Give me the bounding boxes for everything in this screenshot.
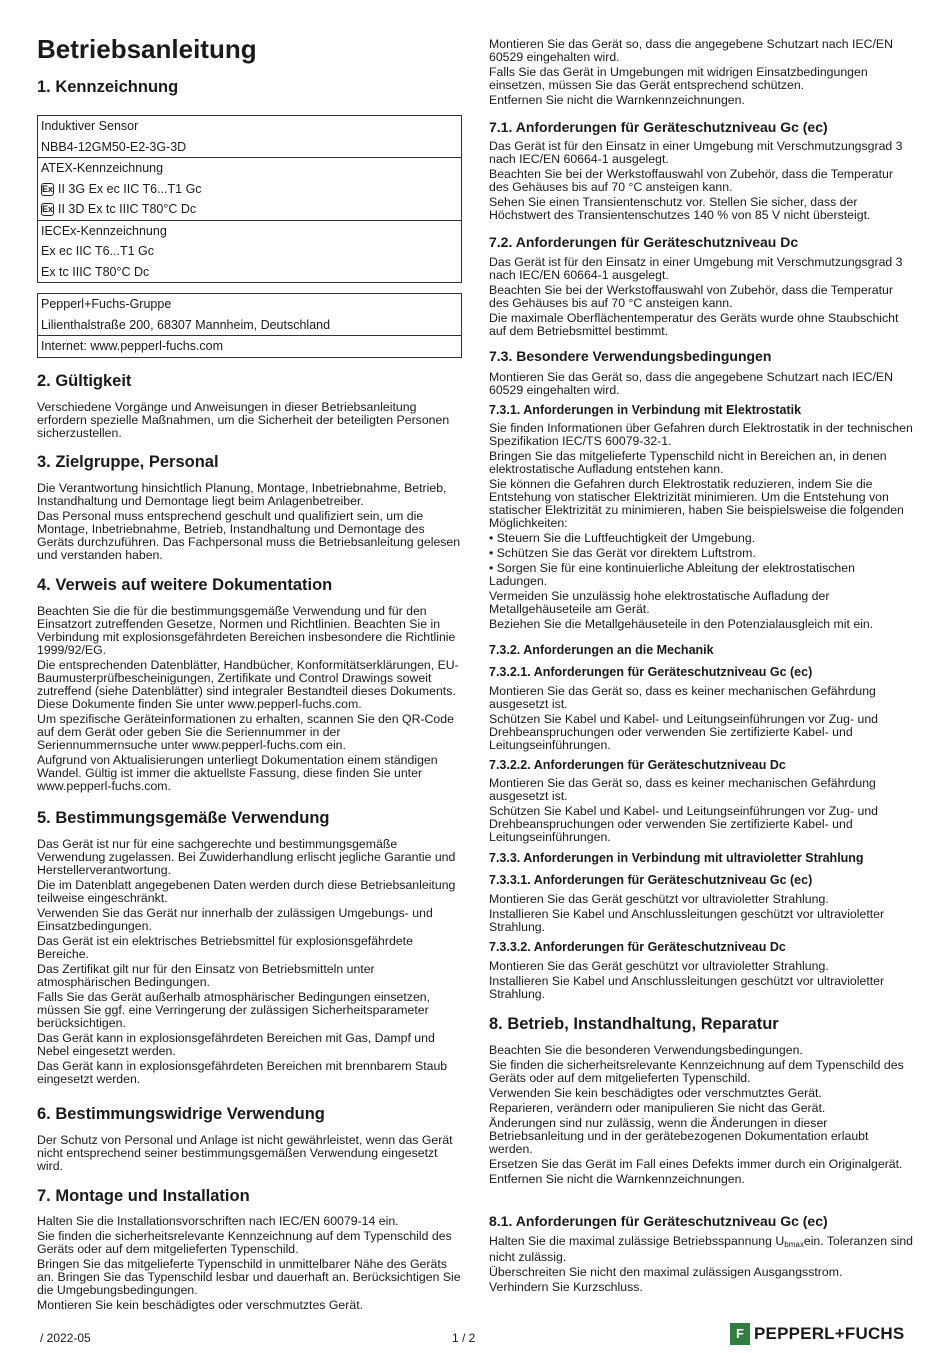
- section-body: Montieren Sie das Gerät so, dass die angegebene Schutzart nach IEC/EN 60529 eingehalten wird. Falls Sie das Gerät in Umgebungen mit widrigen Einsatzbedingungen einsetzen, müssen Sie das Gerät entsprechend schützen. Entfernen Sie nicht die Warnkennzeichnungen.: [489, 37, 893, 107]
- company-name: Pepperl+Fuchs-Gruppe: [41, 297, 172, 311]
- footer-date: / 2022-05: [40, 1331, 91, 1345]
- iecex-label: IECEx-Kennzeichnung: [41, 223, 167, 238]
- section-body: Halten Sie die maximal zulässige Betriebsspannung $U_{bmax}ein$. Toleranzen sind nicht zulässig. Überschreiten Sie nicht den maximal zulässigen Ausgangsstrom. Verhindern Sie Kurzschluss.: [489, 1234, 914, 1294]
- company-logo: [730, 1323, 904, 1345]
- section-heading: 8. Betrieb, Instandhaltung, Reparatur: [489, 1015, 779, 1033]
- subsection-heading: 7.3.1. Anforderungen in Verbindung mit Elektrostatik: [489, 403, 802, 417]
- page-title: Betriebsanleitung: [37, 34, 257, 64]
- section-heading: 1. Kennzeichnung: [37, 78, 179, 96]
- section-body: Beachten Sie die besonderen Verwendungsbedingungen. Sie finden die sicherheitsrelevante Kennzeichnung auf dem Typenschild des Geräts oder auf dem mitgelieferten Typenschild. Verwenden Sie kein beschädigtes oder verschmutztes Gerät. Reparieren, verändern oder manipulieren Sie nicht das Gerät. Änderungen sind nur zulässig, wenn die Änderungen in dieser Betriebsanleitung und in der gerätebezogenen Dokumentation erlaubt werden. Ersetzen Sie das Gerät im Fall eines Defekts immer durch ein Originalgerät. Entfernen Sie nicht die Warnkennzeichnungen.: [489, 1043, 904, 1186]
- page-number: 1 / 2: [452, 1331, 476, 1345]
- company-address: Lilienthalstraße 200, 68307 Mannheim, Deutschland: [41, 317, 331, 332]
- subsection-heading: 7.2. Anforderungen für Geräteschutzniveau Dc: [489, 234, 799, 250]
- subsection-heading: 7.3.2. Anforderungen an die Mechanik: [489, 643, 714, 657]
- logo-icon: F: [730, 1323, 750, 1345]
- subsection-heading: 7.3. Besondere Verwendungsbedingungen: [489, 348, 772, 364]
- company-box: [37, 293, 462, 358]
- company-info: [38, 294, 461, 336]
- subsection-heading: 8.1. Anforderungen für Geräteschutzniveau Gc (ec): [489, 1213, 828, 1229]
- section-body: Das Gerät ist für den Einsatz in einer Umgebung mit Verschmutzungsgrad 3 nach IEC/EN 60664-1 ausgelegt. Beachten Sie bei der Werkstoffauswahl von Zubehör, dass die Temperatur des Gehäuses bis auf 70 °C ansteigen kann. Die maximale Oberflächentemperatur des Geräts wurde ohne Staubschicht auf dem Betriebsmittel bestimmt.: [489, 255, 903, 338]
- section-body: Die Verantwortung hinsichtlich Planung, Montage, Inbetriebnahme, Betrieb, Instandhaltung und Demontage liegt beim Anlagenbetreiber. Das Personal muss entsprechend geschult und qualifiziert sein, um die Montage, Inbetriebnahme, Betrieb, Instandhaltung und Demontage des Geräts durchzuführen. Das Fachpersonal muss die Betriebsanleitung gelesen und verstanden haben.: [37, 481, 461, 562]
- section-heading: 3. Zielgruppe, Personal: [37, 453, 219, 471]
- marking-product: [38, 116, 461, 158]
- logo-text: PEPPERL+FUCHS: [754, 1324, 905, 1343]
- atex-line-1: Ex II 3G Ex ec IIC T6...T1 Gc: [42, 181, 202, 196]
- product-code: NBB4-12GM50-E2-3G-3D: [41, 139, 187, 154]
- section-heading: 6. Bestimmungswidrige Verwendung: [37, 1105, 325, 1123]
- section-heading: 7. Montage und Installation: [37, 1187, 250, 1205]
- atex-label: ATEX-Kennzeichnung: [41, 161, 164, 175]
- section-body: Montieren Sie das Gerät so, dass die angegebene Schutzart nach IEC/EN 60529 eingehalten wird.: [489, 370, 893, 397]
- section-body: Montieren Sie das Gerät so, dass es keiner mechanischen Gefährdung ausgesetzt ist. Schützen Sie Kabel und Kabel- und Leitungseinführungen vor Zug- und Drehbeanspruchungen oder verwenden Sie zertifizierte Kabel- und Leitungseinführungen.: [489, 776, 878, 844]
- marking-iecex: [38, 221, 461, 283]
- marking-box: [37, 115, 462, 283]
- subsection-heading: 7.3.3. Anforderungen in Verbindung mit ultravioletter Strahlung: [489, 851, 864, 865]
- section-body: Montieren Sie das Gerät so, dass es keiner mechanischen Gefährdung ausgesetzt ist. Schützen Sie Kabel und Kabel- und Leitungseinführungen vor Zug- und Drehbeanspruchungen oder verwenden Sie zertifizierte Kabel- und Leitungseinführungen.: [489, 684, 878, 752]
- section-heading: 2. Gültigkeit: [37, 372, 132, 390]
- section-body: Verschiedene Vorgänge und Anweisungen in dieser Betriebsanleitung erfordern spezielle Maßnahmen, um die Sicherheit der beteiligten Personen sicherzustellen.: [37, 400, 450, 440]
- section-body: Montieren Sie das Gerät geschützt vor ultravioletter Strahlung. Installieren Sie Kabel und Anschlussleitungen geschützt vor ultravioletter Strahlung.: [489, 892, 885, 934]
- section-body: Der Schutz von Personal und Anlage ist nicht gewährleistet, wenn das Gerät nicht entsprechend seiner bestimmungsgemäßen Verwendung eingesetzt wird.: [37, 1133, 453, 1173]
- section-body: Das Gerät ist für den Einsatz in einer Umgebung mit Verschmutzungsgrad 3 nach IEC/EN 60664-1 ausgelegt. Beachten Sie bei der Werkstoffauswahl von Zubehör, dass die Temperatur des Gehäuses bis auf 70 °C ansteigen kann. Sehen Sie einen Transientenschutz vor. Stellen Sie sicher, dass der Höchstwert des Transientenschutzes 140 % von 85 V nicht übersteigt.: [489, 139, 903, 222]
- marking-atex: [38, 158, 461, 221]
- section-body: Beachten Sie die für die bestimmungsgemäße Verwendung und für den Einsatzort zutreffenden Gesetze, Normen und Richtlinien. Beachten Sie in Verbindung mit explosionsgefährdeten Bereichen insbesondere die Richtlinie 1999/92/EG. Die entsprechenden Datenblätter, Handbücher, Konformitätserklärungen, EU-Baumusterprüfbescheinigungen, Zertifikate und Control Drawings soweit zutreffend (siehe Datenblätter) sind integraler Bestandteil dieses Dokuments. Diese Dokumente finden Sie unter www.pepperl-fuchs.com. Um spezifische Geräteinformationen zu erhalten, scannen Sie den QR-Code auf dem Gerät oder geben Sie die Seriennummer in der Seriennummernsuche unter www.pepperl-fuchs.com ein. Aufgrund von Aktualisierungen unterliegt Dokumentation einem ständigen Wandel. Gültig ist immer die aktuellste Fassung, diese finden Sie unter www.pepperl-fuchs.com.: [37, 604, 459, 793]
- section-body: Sie finden Informationen über Gefahren durch Elektrostatik in der technischen Spezifikation IEC/TS 60079-32-1. Bringen Sie das mitgelieferte Typenschild nicht in Bereichen an, in denen elektrostatische Aufladung entstehen kann. Sie können die Gefahren durch Elektrostatik reduzieren, indem Sie die Entstehung von statischer Elektrizität minimieren. Um die Entstehung von statischer Elektrizität zu minimieren, haben Sie beispielsweise die folgenden Möglichkeiten: • Steuern Sie die Luftfeuchtigkeit der Umgebung. • Schützen Sie das Gerät vor direktem Luftstrom. • Sorgen Sie für eine kontinuierliche Ableitung der elektrostatischen Ladungen. Vermeiden Sie unzulässig hohe elektrostatische Aufladung der Metallgehäuseteile am Gerät. Beziehen Sie die Metallgehäuseteile in den Potenzialausgleich mit ein.: [489, 422, 914, 633]
- section-body: Halten Sie die Installationsvorschriften nach IEC/EN 60079-14 ein. Sie finden die sicherheitsrelevante Kennzeichnung auf dem Typenschild des Geräts oder auf dem mitgelieferten Typenschild. Bringen Sie das mitgelieferte Typenschild in unmittelbarer Nähe des Geräts an. Bringen Sie das Typenschild lesbar und dauerhaft an. Berücksichtigen Sie die Umgebungsbedingungen. Montieren Sie kein beschädigtes oder verschmutztes Gerät.: [37, 1214, 461, 1312]
- bullet-item: • Sorgen Sie für eine kontinuierliche Ableitung der elektrostatischen Ladungen.: [489, 562, 914, 588]
- iecex-line-2: Ex tc IIIC T80°C Dc: [41, 264, 150, 279]
- ex-icon: Ex: [42, 204, 54, 214]
- subsection-heading: 7.3.3.1. Anforderungen für Geräteschutzniveau Gc (ec): [489, 873, 813, 887]
- iecex-line-1: Ex ec IIC T6...T1 Gc: [41, 244, 154, 258]
- section-heading: 5. Bestimmungsgemäße Verwendung: [37, 809, 330, 827]
- subsection-heading: 7.3.2.2. Anforderungen für Geräteschutzniveau Dc: [489, 758, 786, 772]
- section-heading: 4. Verweis auf weitere Dokumentation: [37, 576, 333, 594]
- atex-line-2: Ex II 3D Ex tc IIIC T80°C Dc: [42, 202, 197, 216]
- section-body: Montieren Sie das Gerät geschützt vor ultravioletter Strahlung. Installieren Sie Kabel und Anschlussleitungen geschützt vor ultravioletter Strahlung.: [489, 959, 885, 1001]
- subsection-heading: 7.1. Anforderungen für Geräteschutzniveau Gc (ec): [489, 119, 828, 135]
- bullet-item: • Steuern Sie die Luftfeuchtigkeit der Umgebung.: [489, 532, 914, 545]
- bullet-item: • Schützen Sie das Gerät vor direktem Luftstrom.: [489, 547, 914, 560]
- company-web: [38, 336, 461, 357]
- section-body: Das Gerät ist nur für eine sachgerechte und bestimmungsgemäße Verwendung zugelassen. Bei Zuwiderhandlung erlischt jegliche Garantie und Herstellerverantwortung. Die im Datenblatt angegebenen Daten werden durch diese Betriebsanleitung teilweise eingeschränkt. Verwenden Sie das Gerät nur innerhalb der zulässigen Umgebungs- und Einsatzbedingungen. Das Gerät ist ein elektrisches Betriebsmittel für explosionsgefährdete Bereiche. Das Zertifikat gilt nur für den Einsatz von Betriebsmitteln unter atmosphärischen Bedingungen. Falls Sie das Gerät außerhalb atmosphärischer Bedingungen einsetzen, müssen Sie ggf. eine Verringerung der zulässigen Sicherheitsparameter berücksichtigen. Das Gerät kann in explosionsgefährdeten Bereichen mit Gas, Dampf und Nebel eingesetzt werden. Das Gerät kann in explosionsgefährdeten Bereichen mit brennbarem Staub eingesetzt werden.: [37, 837, 456, 1086]
- ex-icon: Ex: [42, 183, 54, 194]
- product-label: Induktiver Sensor: [41, 119, 139, 133]
- subsection-heading: 7.3.3.2. Anforderungen für Geräteschutzniveau Dc: [489, 940, 786, 954]
- company-internet: Internet: www.pepperl-fuchs.com: [41, 339, 224, 353]
- subsection-heading: 7.3.2.1. Anforderungen für Geräteschutzniveau Gc (ec): [489, 665, 813, 679]
